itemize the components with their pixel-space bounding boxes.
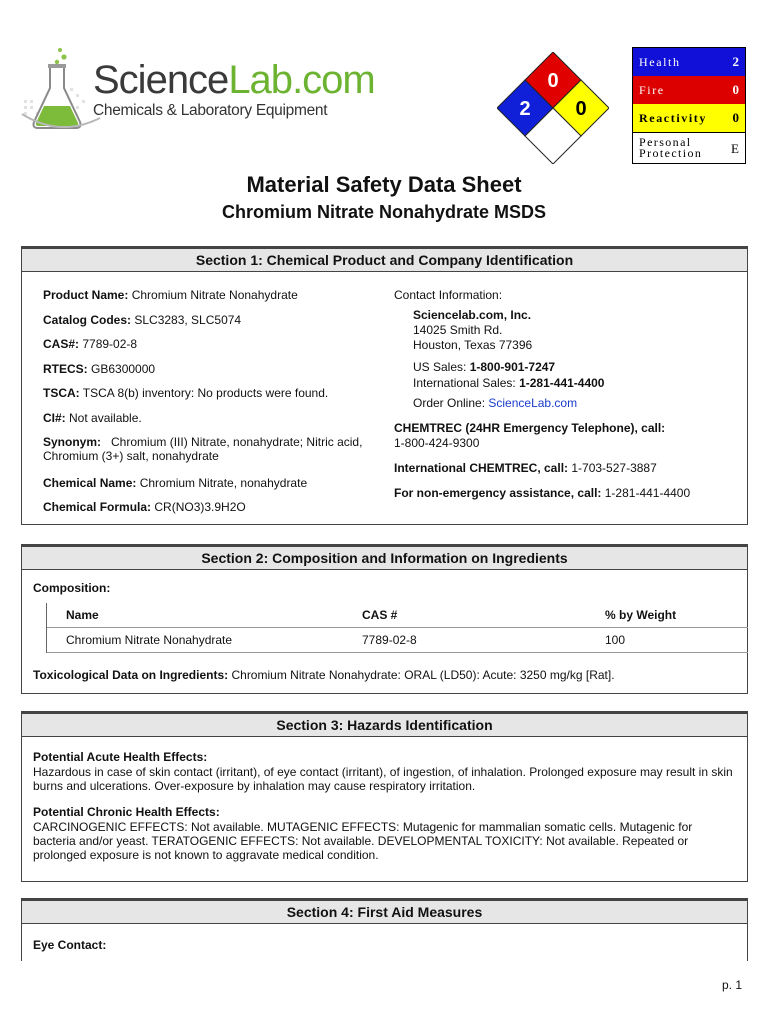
section-1-heading: Section 1: Chemical Product and Company Identification (22, 249, 747, 272)
rtecs-field: RTECS: GB6300000 (43, 362, 156, 376)
section-4 (21, 898, 748, 961)
hmis-health-row (633, 48, 745, 76)
eye-contact-label: Eye Contact: (33, 938, 107, 952)
section-2-heading: Section 2: Composition and Information on Ingredients (22, 547, 747, 570)
contact-heading: Contact Information: (394, 288, 503, 302)
section-3-heading: Section 3: Hazards Identification (22, 714, 747, 737)
logo-subtitle: Chemicals & Laboratory Equipment (93, 102, 328, 119)
ingredient-weight: 100 (605, 633, 626, 647)
logo-wordmark: ScienceLab.com (93, 58, 375, 102)
address-line-2: Houston, Texas 77396 (413, 338, 533, 352)
order-online: Order Online: ScienceLab.com (413, 396, 578, 410)
acute-effects-text: Hazardous in case of skin contact (irritant), of eye contact (irritant), of ingestion, of inhalation. Prolonged exposure may result in skin burns and ulcerations. Over-exposure by inhalation may cause respiratory irritation. (33, 765, 733, 793)
nfpa-fire-value: 0 (547, 70, 559, 92)
page-subtitle: Chromium Nitrate Nonahydrate MSDS (221, 202, 547, 222)
toxicological-data: Toxicological Data on Ingredients: Chromium Nitrate Nonahydrate: ORAL (LD50): Acute: 3250 mg/kg [Rat]. (33, 668, 615, 682)
cas-field: CAS#: 7789-02-8 (43, 337, 138, 351)
hmis-personal-protection-row (633, 132, 745, 163)
chemical-formula-field: Chemical Formula: CR(NO3)3.9H2O (43, 500, 246, 514)
section-1 (21, 246, 748, 525)
chemical-name-field: Chemical Name: Chromium Nitrate, nonahydrate (43, 476, 308, 490)
hmis-fire-value: 0 (732, 82, 739, 97)
chemtrec-phone: 1-800-424-9300 (394, 436, 480, 450)
table-header-row (47, 603, 748, 628)
column-header-cas: CAS # (362, 608, 398, 622)
sciencelab-logo (93, 60, 375, 120)
hmis-rating-table (632, 47, 746, 164)
international-chemtrec: International CHEMTREC, call: 1-703-527-3887 (394, 461, 657, 475)
product-name-field: Product Name: Chromium Nitrate Nonahydrate (43, 288, 298, 302)
hmis-reactivity-value: 0 (732, 110, 739, 125)
hmis-reactivity-row (633, 104, 745, 132)
page-number: p. 1 (722, 978, 743, 992)
composition-table (46, 603, 748, 653)
hmis-reactivity-label: Reactivity (639, 110, 707, 125)
ingredient-cas: 7789-02-8 (362, 633, 417, 647)
hmis-pp-value: E (731, 140, 739, 156)
hmis-health-label: Health (639, 54, 681, 69)
ingredient-name: Chromium Nitrate Nonahydrate (66, 633, 233, 647)
hmis-fire-label: Fire (639, 82, 665, 97)
page-title: Material Safety Data Sheet (246, 172, 522, 197)
nfpa-health-value: 2 (519, 98, 531, 120)
acute-effects-label: Potential Acute Health Effects: (33, 750, 208, 764)
table-row (47, 628, 748, 653)
section-4-heading: Section 4: First Aid Measures (22, 901, 747, 924)
synonym-field: Synonym: Chromium (III) Nitrate, nonahydrate; Nitric acid, Chromium (3+) salt, nonahydrate (43, 435, 366, 463)
order-online-link[interactable]: ScienceLab.com (488, 396, 578, 410)
chemtrec-label: CHEMTREC (24HR Emergency Telephone), call: (394, 421, 666, 435)
us-sales: US Sales: 1-800-901-7247 (413, 360, 556, 374)
composition-label: Composition: (33, 581, 111, 595)
chronic-effects-label: Potential Chronic Health Effects: (33, 805, 220, 819)
address-line-1: 14025 Smith Rd. (413, 323, 503, 337)
ci-field: CI#: Not available. (43, 411, 142, 425)
nfpa-hazard-diamond (497, 52, 609, 164)
section-2 (21, 544, 748, 694)
hmis-pp-label: Personal Protection (639, 135, 703, 160)
company-name: Sciencelab.com, Inc. (413, 308, 532, 322)
catalog-codes-field: Catalog Codes: SLC3283, SLC5074 (43, 313, 242, 327)
international-sales: International Sales: 1-281-441-4400 (413, 376, 605, 390)
chronic-effects-text: CARCINOGENIC EFFECTS: Not available. MUTAGENIC EFFECTS: Mutagenic for mammalian somatic cells. Mutagenic for bacteria and/or yeast. TERATOGENIC EFFECTS: Not available. DEVELOPMENTAL TOXICITY: Not available. Repeated or prolonged exposure is not known to aggravate medical condition. (33, 820, 693, 862)
hmis-health-value: 2 (732, 54, 739, 69)
non-emergency-assistance: For non-emergency assistance, call: 1-281-441-4400 (394, 486, 691, 500)
nfpa-reactivity-value: 0 (575, 98, 587, 120)
column-header-name: Name (66, 608, 99, 622)
hmis-fire-row (633, 76, 745, 104)
tsca-field: TSCA: TSCA 8(b) inventory: No products were found. (43, 386, 329, 400)
section-3 (21, 711, 748, 882)
column-header-weight: % by Weight (605, 608, 677, 622)
